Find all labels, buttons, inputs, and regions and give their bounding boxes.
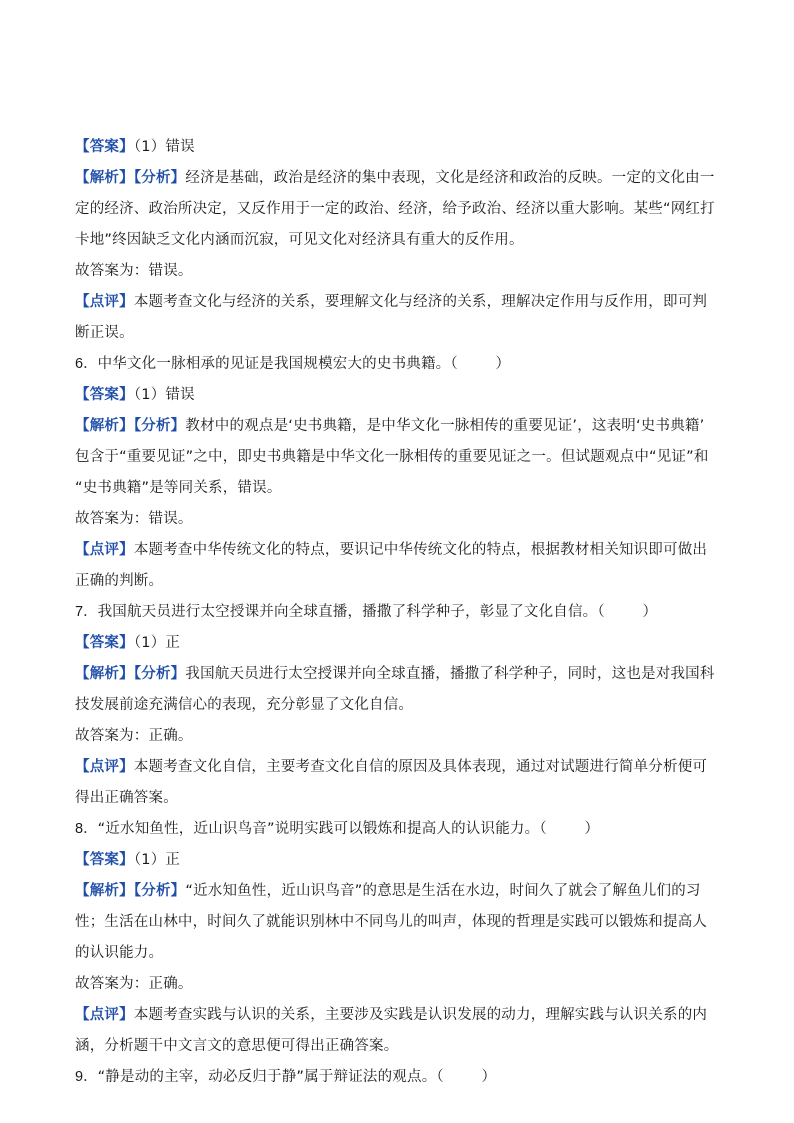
answer-line: [75, 845, 725, 876]
comment-text: 得出正确答案。: [75, 790, 178, 806]
fenxi-label: 【分析】: [133, 666, 186, 682]
analysis-line: [75, 659, 725, 690]
question-statement: [75, 814, 725, 845]
answer-label: 【答案】: [75, 635, 134, 651]
conclusion-line: [75, 721, 725, 752]
analysis-text: “近水知鱼性，近山识鸟音”的意思是生活在水边，时间久了就会了解鱼儿们的习: [185, 883, 701, 899]
answer-blank-open: （: [597, 604, 605, 620]
analysis-label: 【解析】: [75, 170, 134, 186]
comment-text: 本题考查文化自信，主要考查文化自信的原因及具体表现，通过对试题进行简单分析便可: [133, 759, 708, 775]
question-statement: [75, 1062, 725, 1093]
analysis-line: [75, 194, 725, 225]
comment-line: [75, 752, 725, 783]
conclusion-line: [75, 969, 725, 1000]
analysis-text: 的认识能力。: [75, 945, 164, 961]
conclusion-line: [75, 504, 725, 535]
analysis-line: [75, 163, 725, 194]
analysis-label: 【解析】: [75, 883, 134, 899]
conclusion-text: 故答案为：错误。: [75, 263, 193, 279]
question-statement: [75, 597, 725, 628]
analysis-text: 定的经济、政治所决定，又反作用于一定的政治、经济，给予政治、经济以重大影响。某些“网红打: [75, 201, 715, 217]
answer-line: [75, 628, 725, 659]
answer-label: 【答案】: [75, 139, 134, 155]
analysis-text: 包含于“重要见证”之中，即史书典籍是中华文化一脉相传的重要见证之一。但试题观点中“见证”和: [75, 449, 709, 465]
question-number: 7．: [75, 604, 98, 620]
answer-text: （1）正: [133, 635, 181, 651]
analysis-line: [75, 876, 725, 907]
analysis-text: 经济是基础，政治是经济的集中表现，文化是经济和政治的反映。一定的文化由一: [185, 170, 715, 186]
question-number: 6．: [75, 356, 98, 372]
answer-blank-close: ）: [495, 356, 511, 372]
answer-label: 【答案】: [75, 387, 134, 403]
conclusion-line: [75, 256, 725, 287]
answer-text: （1）错误: [133, 387, 195, 403]
analysis-line: [75, 907, 725, 938]
answer-blank-close: ）: [481, 1069, 497, 1085]
question-text: “近水知鱼性，近山识鸟音”说明实践可以锻炼和提高人的认识能力。: [97, 821, 540, 837]
conclusion-text: 故答案为：正确。: [75, 728, 193, 744]
answer-line: [75, 132, 725, 163]
answer-blank-open: （: [450, 356, 458, 372]
fenxi-label: 【分析】: [133, 170, 186, 186]
analysis-line: [75, 473, 725, 504]
comment-label: 【点评】: [75, 759, 134, 775]
answer-text: （1）错误: [133, 139, 195, 155]
comment-line: [75, 783, 725, 814]
comment-line: [75, 318, 725, 349]
answer-blank-open: （: [436, 1069, 444, 1085]
analysis-text: 我国航天员进行太空授课并向全球直播，播撒了科学种子，同时，这也是对我国科: [185, 666, 715, 682]
comment-line: [75, 287, 725, 318]
comment-label: 【点评】: [75, 1007, 134, 1023]
comment-line: [75, 566, 725, 597]
question-number: 9．: [75, 1069, 98, 1085]
analysis-text: 卡地”终因缺乏文化内涵而沉寂，可见文化对经济具有重大的反作用。: [75, 232, 524, 248]
analysis-line: [75, 411, 725, 442]
answer-text: （1）正: [133, 852, 181, 868]
question-text: 我国航天员进行太空授课并向全球直播，播撒了科学种子，彰显了文化自信。: [97, 604, 598, 620]
analysis-line: [75, 938, 725, 969]
answer-blank-close: ）: [584, 821, 600, 837]
analysis-label: 【解析】: [75, 666, 134, 682]
analysis-line: [75, 225, 725, 256]
analysis-label: 【解析】: [75, 418, 134, 434]
answer-blank-close: ）: [642, 604, 658, 620]
comment-text: 断正误。: [75, 325, 134, 341]
analysis-line: [75, 690, 725, 721]
comment-line: [75, 535, 725, 566]
comment-text: 本题考查文化与经济的关系，要理解文化与经济的关系，理解决定作用与反作用，即可判: [133, 294, 708, 310]
question-number: 8．: [75, 821, 98, 837]
fenxi-label: 【分析】: [133, 418, 186, 434]
question-text: 中华文化一脉相承的见证是我国规模宏大的史书典籍。: [97, 356, 451, 372]
comment-text: 本题考查中华传统文化的特点，要识记中华传统文化的特点，根据教材相关知识即可做出: [133, 542, 708, 558]
conclusion-text: 故答案为：正确。: [75, 976, 193, 992]
analysis-text: 教材中的观点是‘史书典籍，是中华文化一脉相传的重要见证’，这表明‘史书典籍’: [185, 418, 705, 434]
comment-line: [75, 1031, 725, 1062]
document-content: [75, 132, 725, 1093]
comment-text: 本题考查实践与认识的关系，主要涉及实践是认识发展的动力，理解实践与认识关系的内: [133, 1007, 708, 1023]
question-text: “静是动的主宰，动必反归于静”属于辩证法的观点。: [97, 1069, 437, 1085]
comment-label: 【点评】: [75, 542, 134, 558]
analysis-text: 性；生活在山林中，时间久了就能识别林中不同鸟儿的叫声，体现的哲理是实践可以锻炼和提高人: [75, 914, 708, 930]
analysis-text: 技发展前途充满信心的表现，充分彰显了文化自信。: [75, 697, 414, 713]
fenxi-label: 【分析】: [133, 883, 186, 899]
answer-line: [75, 380, 725, 411]
answer-label: 【答案】: [75, 852, 134, 868]
answer-blank-open: （: [539, 821, 547, 837]
question-statement: [75, 349, 725, 380]
comment-text: 涵，分析题干中文言文的意思便可得出正确答案。: [75, 1038, 399, 1054]
conclusion-text: 故答案为：错误。: [75, 511, 193, 527]
comment-line: [75, 1000, 725, 1031]
analysis-text: “史书典籍”是等同关系，错误。: [75, 480, 282, 496]
analysis-line: [75, 442, 725, 473]
comment-label: 【点评】: [75, 294, 134, 310]
comment-text: 正确的判断。: [75, 573, 164, 589]
